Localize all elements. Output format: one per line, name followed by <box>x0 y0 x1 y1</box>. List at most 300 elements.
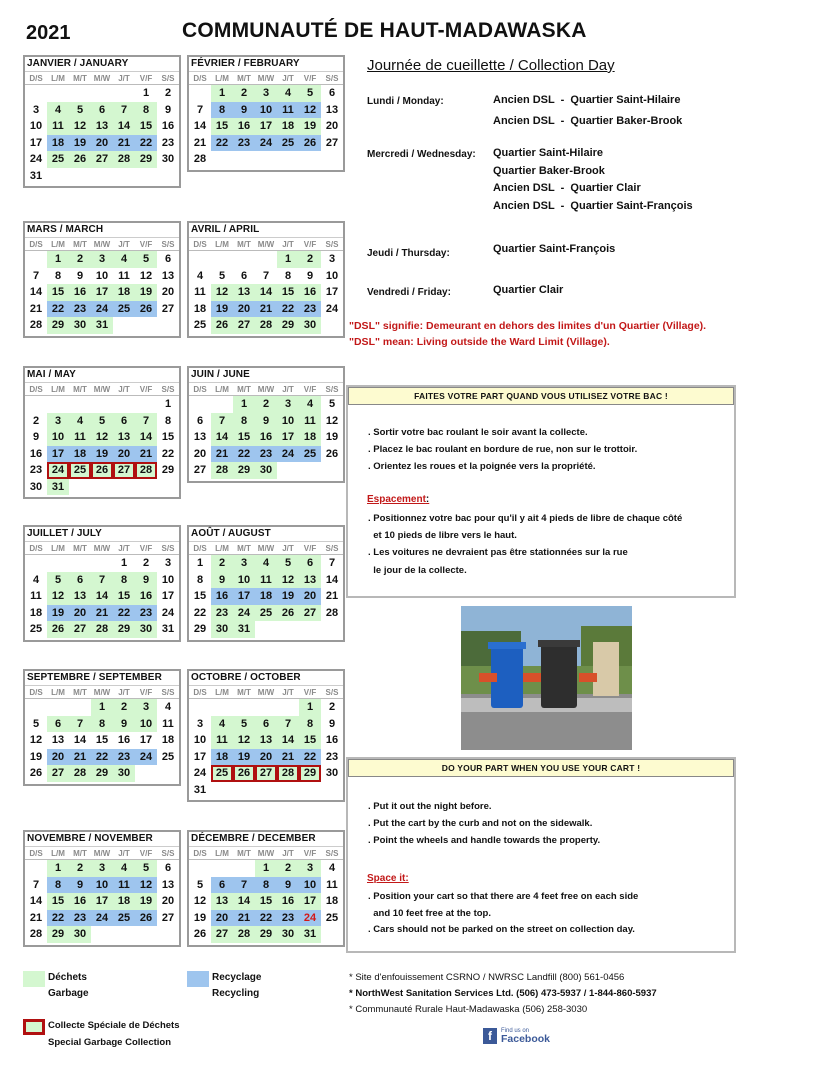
calendar-day: 18 <box>113 893 135 910</box>
calendar-day: 23 <box>113 749 135 766</box>
calendar-day: 4 <box>113 251 135 268</box>
month-calendar <box>187 366 345 483</box>
wednesday-zone: Quartier Saint-Hilaire <box>493 147 604 159</box>
calendar-day: 23 <box>277 910 299 927</box>
calendar-day: 20 <box>91 135 113 152</box>
calendar-day: 14 <box>255 284 277 301</box>
calendar-day: 16 <box>277 893 299 910</box>
month-calendar <box>187 525 345 642</box>
calendar-day: 22 <box>113 605 135 622</box>
calendar-day: 4 <box>299 396 321 413</box>
calendar-day: 17 <box>233 588 255 605</box>
calendar-day: 6 <box>164 253 172 265</box>
thursday-zones <box>493 241 615 259</box>
calendar-day: 24 <box>299 910 321 927</box>
calendar-day: 13 <box>161 878 175 891</box>
weekday-label: L/M <box>51 848 65 858</box>
weekday-label: L/M <box>215 848 229 858</box>
calendar-day: 31 <box>233 621 255 638</box>
fr-spacing-line: et 10 pieds de libre vers le haut. <box>368 530 517 541</box>
calendar-day: 12 <box>91 429 113 446</box>
month-title: MAI / MAY <box>27 369 76 380</box>
calendar-day: 29 <box>91 765 113 782</box>
weekday-label: L/M <box>215 239 229 249</box>
calendar-day: 19 <box>277 588 299 605</box>
calendar-day: 15 <box>135 118 157 135</box>
weekday-label: D/S <box>29 687 43 697</box>
calendar-day: 3 <box>91 860 113 877</box>
calendar-day: 12 <box>139 269 153 282</box>
page-title: COMMUNAUTÉ DE HAUT-MADAWASKA <box>182 19 587 42</box>
weekday-header <box>189 382 343 396</box>
calendar-day: 13 <box>233 284 255 301</box>
calendar-day: 11 <box>113 877 135 894</box>
weekday-label: M/T <box>237 239 251 249</box>
calendar-day: 12 <box>233 732 255 749</box>
calendar-day: 18 <box>277 118 299 135</box>
calendar-day: 10 <box>29 120 43 132</box>
weekday-label: M/W <box>93 73 111 83</box>
weekday-label: J/T <box>118 239 130 249</box>
calendar-day: 10 <box>193 734 207 746</box>
weekday-label: J/T <box>282 239 294 249</box>
calendar-day: 27 <box>91 151 113 168</box>
month-title: AOÛT / AUGUST <box>191 528 271 539</box>
month-title: JANVIER / JANUARY <box>27 58 129 69</box>
weekday-label: J/T <box>118 543 130 553</box>
calendar-day: 23 <box>135 605 157 622</box>
fr-line: . Placez le bac roulant en bordure de rue, non sur le trottoir. <box>368 444 638 455</box>
calendar-day: 21 <box>135 446 157 463</box>
calendar-day: 15 <box>233 429 255 446</box>
calendar-day: 20 <box>233 301 255 318</box>
calendar-day: 29 <box>161 464 175 476</box>
calendar-day: 9 <box>113 716 135 733</box>
calendar-day: 17 <box>139 734 153 746</box>
calendar-day: 3 <box>277 396 299 413</box>
calendar-day: 19 <box>299 118 321 135</box>
weekday-label: S/S <box>161 687 175 697</box>
year-label: 2021 <box>26 22 71 44</box>
weekday-label: V/F <box>139 239 153 249</box>
calendar-day: 28 <box>211 462 233 479</box>
calendar-day: 14 <box>113 118 135 135</box>
en-spacing-line: . Position your cart so that there are 4 feet free on each side <box>368 891 639 902</box>
calendar-day: 18 <box>69 446 91 463</box>
calendar-day: 25 <box>211 765 233 782</box>
calendar-day: 21 <box>277 749 299 766</box>
calendar-day: 27 <box>255 765 277 782</box>
calendar-day: 31 <box>193 783 207 796</box>
calendar-day: 22 <box>299 749 321 766</box>
calendar-day: 10 <box>277 413 299 430</box>
thursday-label: Jeudi / Thursday: <box>367 248 450 259</box>
calendar-day: 18 <box>193 302 207 315</box>
calendar-day: 8 <box>113 572 135 589</box>
calendar-day: 8 <box>47 877 69 894</box>
calendar-day: 7 <box>135 413 157 430</box>
month-calendar <box>23 830 181 947</box>
calendar-day: 24 <box>29 153 43 165</box>
calendar-day: 6 <box>164 862 172 874</box>
weekday-label: M/T <box>237 687 251 697</box>
weekday-label: J/T <box>118 687 130 697</box>
calendar-day: 16 <box>69 893 91 910</box>
calendar-day: 31 <box>29 169 43 182</box>
weekday-header <box>189 685 343 699</box>
calendar-day: 8 <box>211 102 233 119</box>
calendar-day: 4 <box>277 85 299 102</box>
calendar-day: 19 <box>211 301 233 318</box>
month-title: OCTOBRE / OCTOBER <box>191 672 301 683</box>
weekday-label: D/S <box>29 73 43 83</box>
calendar-day: 19 <box>47 605 69 622</box>
calendar-day: 17 <box>161 590 175 602</box>
calendar-day: 17 <box>325 286 339 298</box>
calendar-day: 2 <box>32 414 40 427</box>
calendar-day: 12 <box>325 414 339 427</box>
calendar-day: 30 <box>211 621 233 638</box>
month-title: AVRIL / APRIL <box>191 224 260 235</box>
fr-line: . Orientez les roues et la poignée vers la propriété. <box>368 461 596 472</box>
wednesday-zones <box>493 145 693 215</box>
calendar-day: 26 <box>299 135 321 152</box>
calendar-day: 11 <box>277 102 299 119</box>
weekday-label: S/S <box>161 73 175 83</box>
calendar-day: 17 <box>255 118 277 135</box>
calendar-day: 29 <box>47 926 69 943</box>
wednesday-label: Mercredi / Wednesday: <box>367 149 476 160</box>
calendar-day: 27 <box>161 911 175 924</box>
calendar-day: 14 <box>193 120 207 132</box>
special-fr-label: Collecte Spéciale de Déchets <box>48 1020 180 1031</box>
calendar-day: 16 <box>211 588 233 605</box>
calendar-day: 20 <box>69 605 91 622</box>
weekday-label: D/S <box>193 848 207 858</box>
fr-spacing-title: Espacement: <box>367 494 430 505</box>
calendar-day: 12 <box>69 118 91 135</box>
calendar-day: 25 <box>113 301 135 318</box>
calendar-day: 6 <box>69 572 91 589</box>
calendar-day: 22 <box>233 446 255 463</box>
calendar-day: 11 <box>211 732 233 749</box>
weekday-label: M/T <box>237 384 251 394</box>
weekday-label: L/M <box>215 687 229 697</box>
calendar-day: 3 <box>164 557 172 569</box>
calendar-day: 27 <box>47 765 69 782</box>
weekday-label: D/S <box>193 543 207 553</box>
calendar-day: 24 <box>193 767 207 779</box>
calendar-day: 21 <box>255 301 277 318</box>
calendar-day: 11 <box>30 590 42 602</box>
calendar-day: 23 <box>211 605 233 622</box>
facebook-name-label: Facebook <box>501 1033 551 1045</box>
calendar-day: 1 <box>142 87 150 99</box>
calendar-day: 20 <box>113 446 135 463</box>
calendar-day: 24 <box>91 301 113 318</box>
monday-zones <box>493 92 682 130</box>
calendar-day: 5 <box>32 717 40 730</box>
calendar-day: 27 <box>211 926 233 943</box>
calendar-day: 8 <box>135 102 157 119</box>
calendar-day: 26 <box>193 928 207 940</box>
weekday-label: S/S <box>161 848 175 858</box>
weekday-label: D/S <box>193 687 207 697</box>
calendar-day: 28 <box>193 153 207 165</box>
calendar-day: 1 <box>164 398 172 410</box>
calendar-day: 29 <box>277 317 299 334</box>
calendar-day: 14 <box>135 429 157 446</box>
calendar-day: 8 <box>255 877 277 894</box>
calendar-day: 22 <box>47 910 69 927</box>
weekday-label: V/F <box>139 848 153 858</box>
calendar-day: 1 <box>47 251 69 268</box>
weekday-label: D/S <box>29 543 43 553</box>
weekday-header <box>189 237 343 251</box>
calendar-day: 16 <box>117 734 131 746</box>
month-calendar <box>23 221 181 338</box>
calendar-day: 8 <box>164 414 172 427</box>
calendar-day: 24 <box>277 446 299 463</box>
calendar-day: 8 <box>233 413 255 430</box>
weekday-label: L/M <box>51 543 65 553</box>
calendar-day: 22 <box>277 301 299 318</box>
calendar-day: 24 <box>47 462 69 479</box>
calendar-day: 29 <box>299 765 321 782</box>
calendar-day: 24 <box>135 749 157 766</box>
calendar-day: 9 <box>211 572 233 589</box>
calendar-day: 2 <box>211 555 233 572</box>
weekday-label: S/S <box>325 848 339 858</box>
weekday-label: L/M <box>51 384 65 394</box>
calendar-day: 16 <box>135 588 157 605</box>
calendar-day: 26 <box>135 301 157 318</box>
weekday-label: M/W <box>93 543 111 553</box>
calendar-day: 28 <box>325 606 339 619</box>
calendar-day: 5 <box>135 251 157 268</box>
fr-box-title: FAITES VOTRE PART QUAND VOUS UTILISEZ VOTRE BAC ! <box>348 387 734 405</box>
weekday-label: L/M <box>215 543 229 553</box>
en-line: . Put the cart by the curb and not on the sidewalk. <box>368 818 593 829</box>
calendar-day: 25 <box>299 446 321 463</box>
weekday-header <box>25 237 179 251</box>
calendar-day: 27 <box>161 302 175 315</box>
calendar-day: 16 <box>69 284 91 301</box>
calendar-day: 12 <box>29 734 43 746</box>
weekday-label: M/T <box>237 543 251 553</box>
calendar-day: 19 <box>69 135 91 152</box>
en-spacing-line: . Cars should not be parked on the street on collection day. <box>368 924 635 935</box>
calendar-day: 18 <box>113 284 135 301</box>
calendar-day: 22 <box>91 749 113 766</box>
calendar-day: 30 <box>161 153 175 165</box>
calendar-day: 16 <box>255 429 277 446</box>
calendar-day: 7 <box>91 572 113 589</box>
calendar-day: 12 <box>299 102 321 119</box>
calendar-day: 8 <box>54 269 62 282</box>
calendar-day: 4 <box>196 269 204 282</box>
calendar-day: 29 <box>193 623 207 635</box>
calendar-day: 13 <box>211 893 233 910</box>
month-calendar <box>23 669 181 786</box>
calendar-day: 3 <box>196 717 204 730</box>
calendar-day: 15 <box>299 732 321 749</box>
en-box-title: DO YOUR PART WHEN YOU USE YOUR CART ! <box>348 759 734 777</box>
weekday-label: S/S <box>325 73 339 83</box>
weekday-label: M/W <box>257 543 275 553</box>
calendar-day: 28 <box>69 765 91 782</box>
calendar-day: 9 <box>306 269 314 282</box>
footer-community: * Communauté Rurale Haut-Madawaska (506) 258-3030 <box>349 1004 588 1015</box>
calendar-day: 25 <box>69 462 91 479</box>
weekday-label: J/T <box>282 384 294 394</box>
calendar-day: 17 <box>193 750 207 763</box>
calendar-day: 1 <box>120 557 128 569</box>
weekday-label: M/W <box>257 384 275 394</box>
calendar-day: 28 <box>29 928 43 940</box>
calendar-day: 7 <box>262 269 270 282</box>
facebook-link[interactable] <box>483 1028 550 1044</box>
calendar-day: 5 <box>47 572 69 589</box>
facebook-find-label: Find us on <box>501 1028 530 1034</box>
weekday-header <box>25 685 179 699</box>
calendar-day: 2 <box>328 701 336 713</box>
calendar-day: 21 <box>233 910 255 927</box>
calendar-day: 6 <box>113 413 135 430</box>
calendar-day: 5 <box>135 860 157 877</box>
calendar-day: 26 <box>29 767 43 779</box>
calendar-day: 3 <box>135 699 157 716</box>
calendar-day: 11 <box>47 118 69 135</box>
calendar-day: 28 <box>91 621 113 638</box>
weekday-label: M/W <box>257 73 275 83</box>
calendar-day: 11 <box>162 717 174 730</box>
weekday-header <box>189 846 343 860</box>
calendar-day: 21 <box>211 446 233 463</box>
weekday-label: S/S <box>325 239 339 249</box>
calendar-day: 10 <box>95 269 109 282</box>
calendar-day: 22 <box>47 301 69 318</box>
calendar-day: 10 <box>161 573 175 586</box>
calendar-day: 9 <box>164 103 172 116</box>
calendar-day: 29 <box>113 621 135 638</box>
wednesday-zone: Quartier Baker-Brook <box>493 164 605 177</box>
calendar-day: 5 <box>91 413 113 430</box>
calendar-day: 9 <box>277 877 299 894</box>
calendar-day: 16 <box>29 447 43 460</box>
calendar-day: 3 <box>91 251 113 268</box>
calendar-day: 19 <box>193 911 207 924</box>
month-title: FÉVRIER / FEBRUARY <box>191 58 300 69</box>
month-title: SEPTEMBRE / SEPTEMBER <box>27 672 162 683</box>
calendar-day: 9 <box>233 102 255 119</box>
calendar-day: 13 <box>299 572 321 589</box>
calendar-day: 18 <box>47 135 69 152</box>
calendar-day: 23 <box>161 136 175 149</box>
calendar-day: 16 <box>161 120 175 132</box>
facebook-icon: f <box>483 1028 497 1044</box>
calendar-day: 21 <box>29 911 43 924</box>
weekday-label: S/S <box>325 543 339 553</box>
weekday-header <box>25 846 179 860</box>
calendar-day: 21 <box>69 749 91 766</box>
weekday-label: V/F <box>303 73 317 83</box>
calendar-day: 31 <box>47 479 69 496</box>
weekday-label: J/T <box>282 687 294 697</box>
calendar-day: 25 <box>161 750 175 763</box>
calendar-day: 18 <box>161 734 175 746</box>
calendar-day: 19 <box>135 893 157 910</box>
calendar-day: 23 <box>299 301 321 318</box>
calendar-day: 10 <box>135 716 157 733</box>
calendar-day: 27 <box>193 464 207 476</box>
wednesday-zone: Ancien DSL - Quartier Clair <box>493 182 641 194</box>
month-calendar <box>187 669 345 802</box>
calendar-day: 4 <box>328 862 336 874</box>
friday-zones <box>493 282 563 300</box>
calendar-day: 2 <box>164 87 172 99</box>
calendar-day: 6 <box>240 269 248 282</box>
calendar-day: 24 <box>255 135 277 152</box>
calendar-day: 27 <box>113 462 135 479</box>
calendar-day: 12 <box>193 895 207 907</box>
calendar-day: 28 <box>277 765 299 782</box>
calendar-day: 24 <box>161 606 175 619</box>
calendar-day: 10 <box>255 102 277 119</box>
calendar-day: 2 <box>69 860 91 877</box>
calendar-day: 4 <box>69 413 91 430</box>
weekday-label: D/S <box>29 848 43 858</box>
garbage-fr-label: Déchets <box>48 972 87 983</box>
friday-zone: Quartier Clair <box>493 284 564 296</box>
fr-line: . Sortir votre bac roulant le soir avant la collecte. <box>368 427 588 438</box>
special-en-label: Special Garbage Collection <box>48 1037 172 1048</box>
calendar-day: 13 <box>69 588 91 605</box>
calendar-day: 17 <box>299 893 321 910</box>
calendar-day: 15 <box>255 893 277 910</box>
calendar-day: 26 <box>91 462 113 479</box>
recycling-en-label: Recycling <box>212 988 260 999</box>
calendar-day: 22 <box>161 447 175 460</box>
month-title: NOVEMBRE / NOVEMBER <box>27 833 153 844</box>
calendar-day: 2 <box>255 396 277 413</box>
calendar-day: 14 <box>325 573 339 586</box>
calendar-day: 3 <box>328 253 336 265</box>
weekday-label: D/S <box>193 239 207 249</box>
fr-spacing-line: . Positionnez votre bac pour qu'il y ait 4 pieds de libre de chaque côté <box>368 513 683 524</box>
calendar-day: 15 <box>47 893 69 910</box>
weekday-label: D/S <box>193 384 207 394</box>
calendar-day: 25 <box>277 135 299 152</box>
recycling-fr-label: Recyclage <box>212 972 262 983</box>
weekday-label: V/F <box>139 687 153 697</box>
weekday-label: V/F <box>303 848 317 858</box>
calendar-day: 20 <box>299 588 321 605</box>
weekday-label: J/T <box>282 73 294 83</box>
weekday-label: S/S <box>161 384 175 394</box>
weekday-label: V/F <box>139 73 153 83</box>
calendar-day: 23 <box>69 910 91 927</box>
weekday-label: J/T <box>118 73 130 83</box>
calendar-day: 3 <box>233 555 255 572</box>
calendar-day: 21 <box>193 136 207 149</box>
calendar-day: 26 <box>135 910 157 927</box>
weekday-label: S/S <box>161 543 175 553</box>
fr-spacing-line: . Les voitures ne devraient pas être stationnées sur la rue <box>368 547 628 558</box>
calendar-day: 3 <box>47 413 69 430</box>
calendar-day: 30 <box>325 767 339 779</box>
en-line: . Put it out the night before. <box>368 801 492 812</box>
